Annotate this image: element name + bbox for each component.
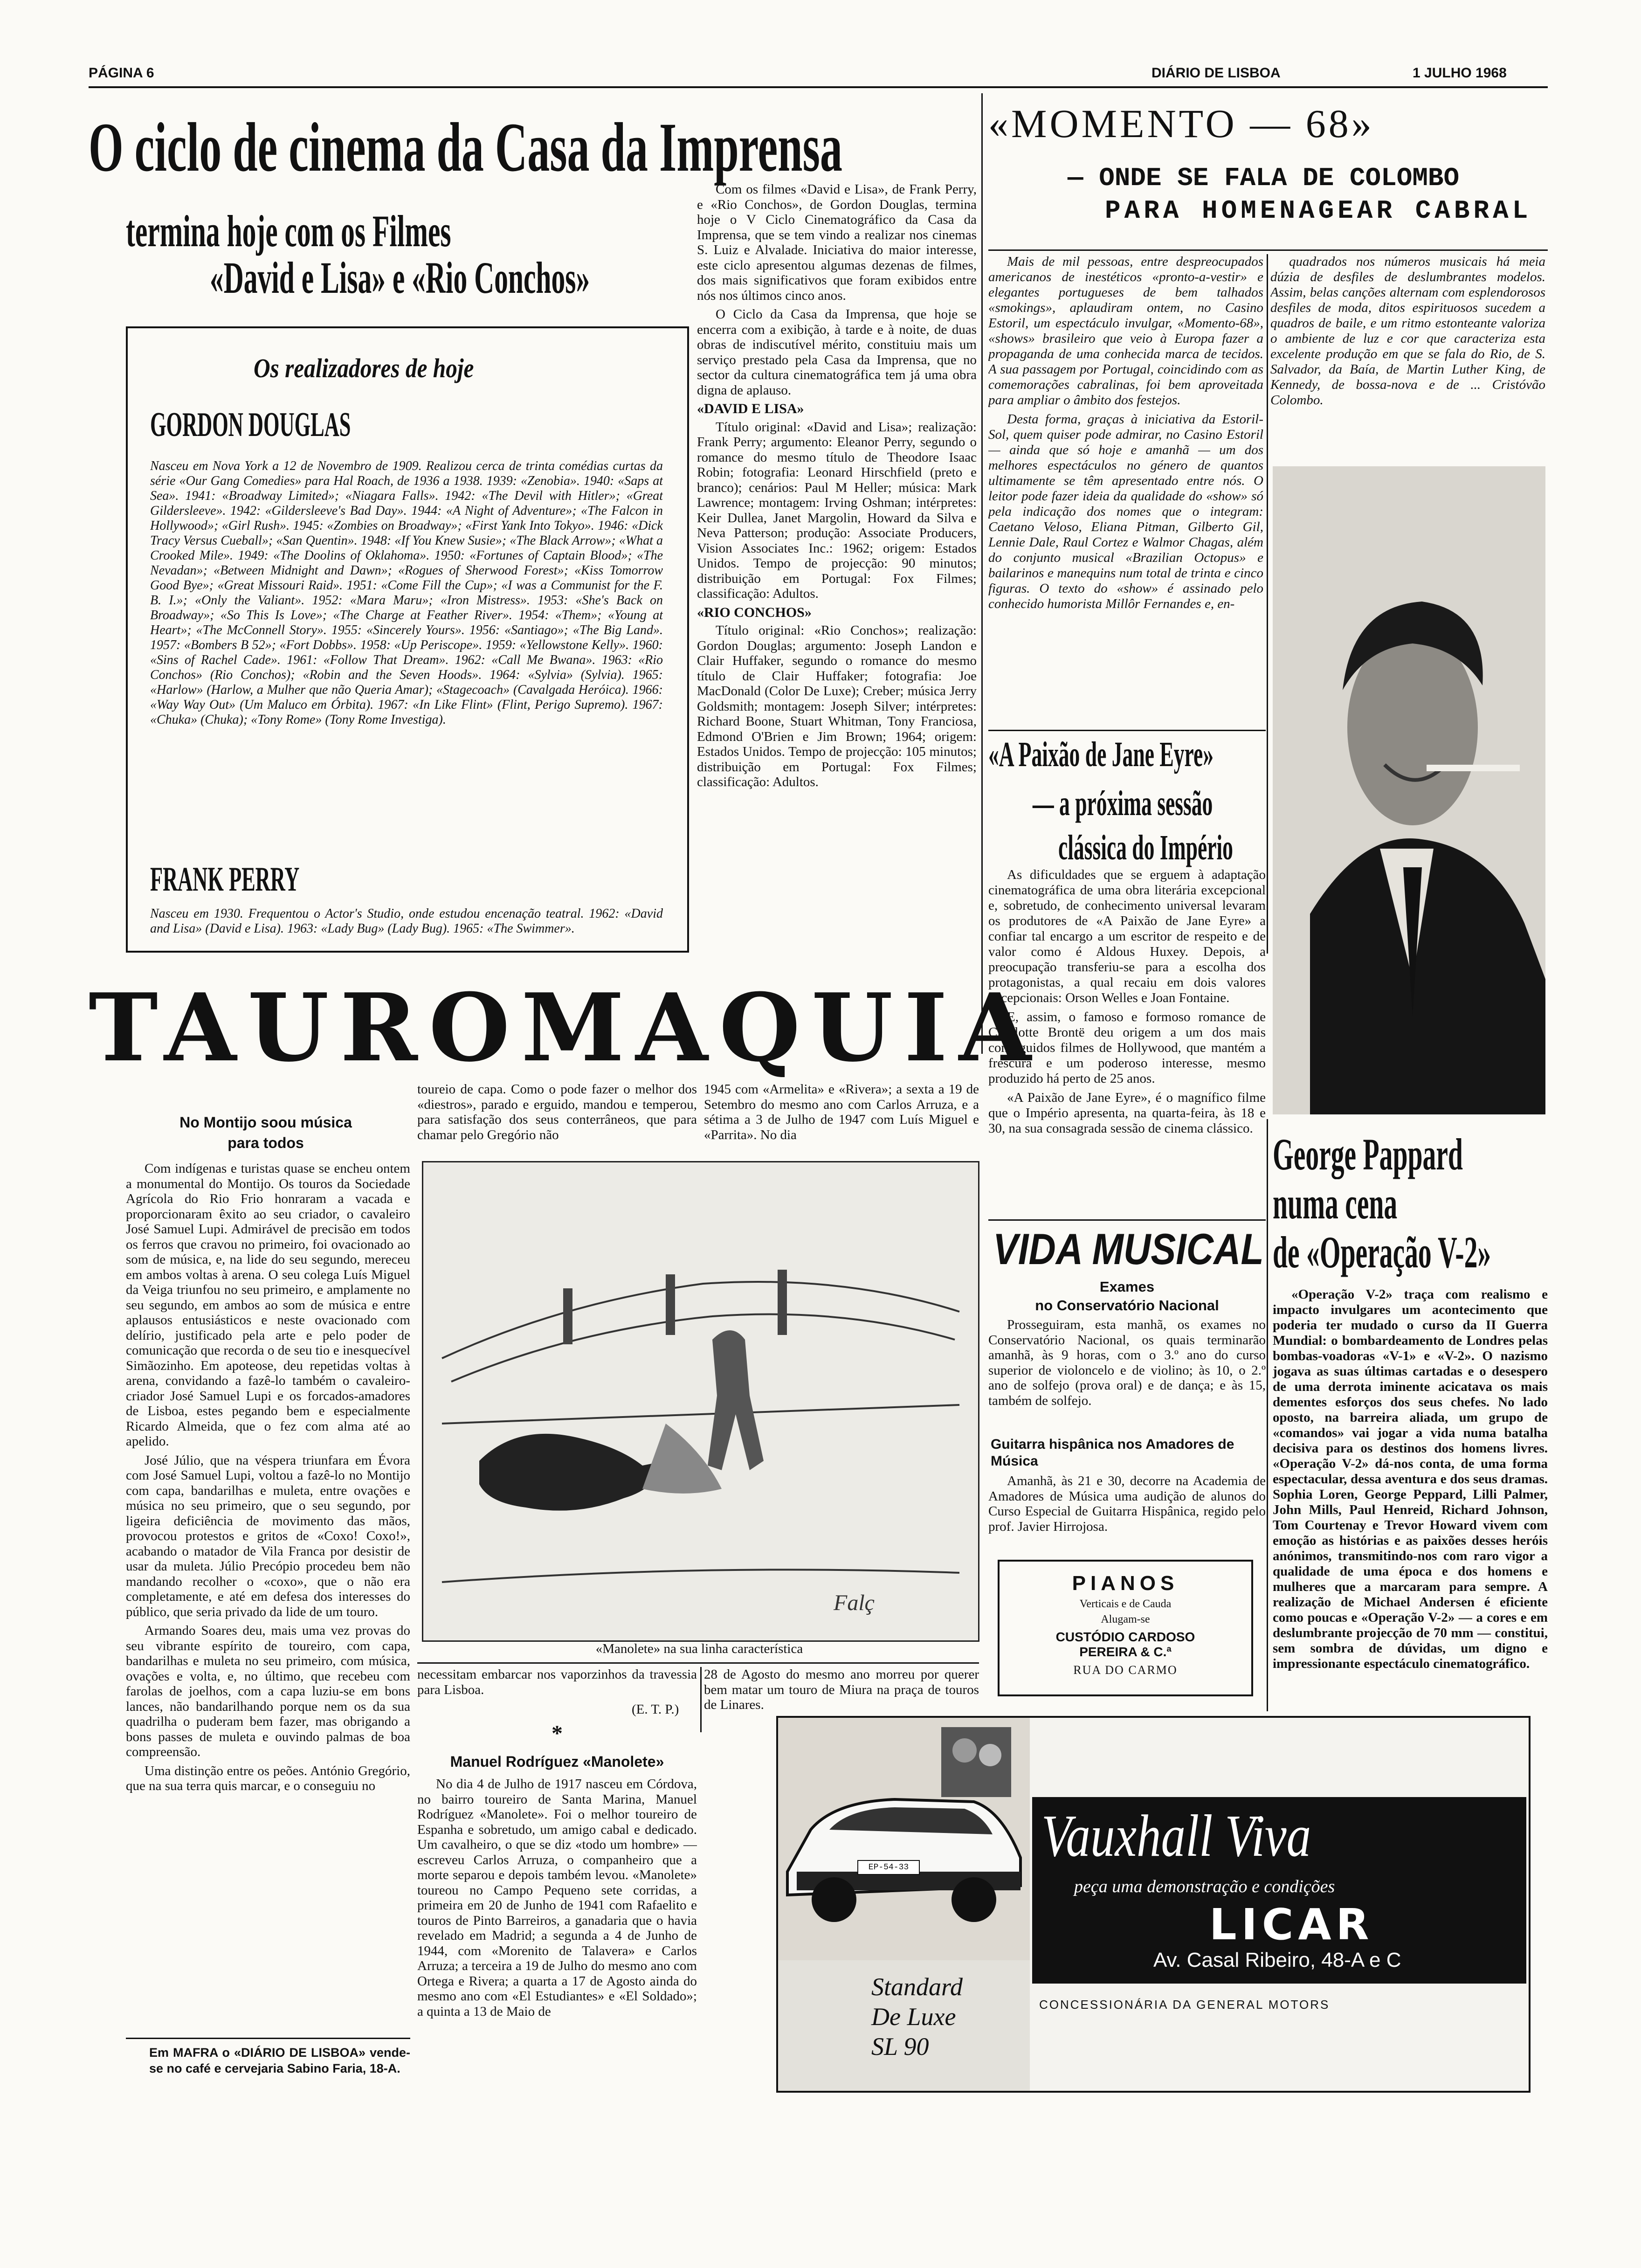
frank-perry-name: FRANK PERRY [150, 860, 300, 899]
license-plate: EP-54-33 [857, 1860, 920, 1875]
pianos-line: PEREIRA & C.ª [1079, 1645, 1172, 1659]
tauro-col3-mid: 28 de Agosto do mesmo ano morreu por querer bem matar um touro de Miura na praça de touros de Linares. [704, 1667, 979, 1712]
model-de-luxe: De Luxe [871, 2003, 956, 2031]
frank-perry-bio: Nasceu em 1930. Frequentou o Actor's Studio, onde estudou encenação teatral. 1962: «David and Lisa» (David e Lisa). 1963: «Lady Bug» (Lady Bug). 1965: «The Swimmer». [150, 906, 663, 936]
david-lisa-heading: «DAVID E LISA» [697, 401, 804, 416]
jane-paragraph: E, assim, o famoso e formoso romance de Charlotte Brontë deu origem a um dos mais conseguidos filmes de Hollywood, que mantém a frescura e um poderoso interesse, mesmo produzido há perto de 25 anos. [988, 1010, 1266, 1086]
column-rule [981, 93, 983, 1054]
montijo-paragraph: Com indígenas e turistas quase se encheu ontem a monumental do Montijo. Os touros da Sociedade Agrícola do Rio Frio honraram a vacada e proporcionaram êxito ao seu criador, o cavaleiro José Samuel Lupi. Admirável de precisão em todos os ferros que cravou no primeiro, foi ovacionado ao som de música, e, na lide do seu segundo, mereceu em ambos voltas à arena. O seu colega Luís Miguel da Veiga triunfou no seu primeiro, e amplamente no seu segundo, em ambos ao som de música e entre aplausos entusiásticos e neste ovacionado com delírio, justificado pela arte e pelo poder de comunicação que recorda o de seu tio e inesquecível Simãozinho. Em apoteose, deu repetidas voltas à arena, convidando a fazê-lo também o cavaleiro-criador José Samuel Lupi e os forcados-amadores de Lisboa, estes pegando bem e especialmente Ricardo Almeida, que o fez com alma até ao apelido. [126, 1161, 410, 1449]
pappard-title-1: George Pappard [1273, 1129, 1463, 1179]
momento-title: «MOMENTO — 68» [988, 101, 1374, 146]
manolete-caption: «Manolete» na sua linha característica [595, 1641, 803, 1656]
vida-rule [988, 1219, 1266, 1221]
exames-heading [988, 1278, 1266, 1315]
jane-title-3: clássica do Império [1058, 828, 1233, 867]
tauro-col3-top: 1945 com «Armelita» e «Rivera»; a sexta a 19 de Setembro do mesmo ano com Carlos Arruza, e a sétima a 3 de Julho de 1947 com Luís Miguel e «Parrita». No dia [704, 1082, 979, 1142]
george-peppard-photo [1273, 466, 1545, 1114]
tauro-col2-mid: necessitam embarcar nos vaporzinhos da travessia para Lisboa. [417, 1667, 697, 1697]
momento-rule [988, 249, 1548, 251]
cinema-column [697, 182, 977, 993]
vauxhall-models [871, 1972, 963, 2061]
mafra-notice: Em MAFRA o «DIÁRIO DE LISBOA» vende-se no café e cervejaria Sabino Faria, 18-A. [149, 2046, 410, 2075]
rio-conchos-credits: Título original: «Rio Conchos»; realização: Gordon Douglas; argumento: Joseph Landon e Clair Huffaker, segundo o romance do mesmo título de Clair Huffaker; fotografia: Joe MacDonald (Color De Luxe); Creber; música Jerry Goldsmith; montagem: Joseph Silver; intérpretes: Richard Boone, Stuart Whitman, Tony Franciosa, Edmond O'Brien e Jim Brown; 1964; origem: Estados Unidos. Tempo de projecção: 105 minutos; distribuição em Portugal: Fox Filmes; classificação: Adultos. [697, 623, 977, 789]
page-number: PÁGINA 6 [89, 65, 154, 81]
vauxhall-tagline: peça uma demonstração e condições [1074, 1877, 1335, 1896]
montijo-heading-line-1: No Montijo soou música [179, 1114, 352, 1131]
montijo-paragraph: Uma distinção entre os peões. António Gregório, que na sua terra quis marcar, e o conseguiu no [126, 1763, 410, 1793]
momento-paragraph: quadrados nos números musicais há meia dúzia de desfiles de deslumbrantes modelos. Assim, belas canções alternam com esplendorosos desfiles de moda, ditos espirituosos sucedem a quadros de baile, e um ritmo estonteante valoriza o ambiente de luz e cor que caracteriza esta excelente produção em que se fala do Rio, de S. Salvador, da Baía, de Martin Luther King, de Kennedy, de bossa-nova e de ... Cristóvão Colombo. [1270, 254, 1545, 408]
signature: (E. T. P.) [632, 1702, 679, 1717]
exames-body [988, 1317, 1266, 1434]
montijo-paragraph: Armando Soares deu, mais uma vez provas do seu vibrante espírito de toureiro, com capa, bandarilhas e muleta no seu primeiro, com música, ovações e volta, e, no último, que recebeu com farolas de joelhos, com a capa luziu-se em bons lances, não bandarilhando porque nem os da sua quadrilha o puderam bem fazer, mas obrigando a bons passes de muleta e ouvindo palmas de boa compreensão. [126, 1623, 410, 1759]
vauxhall-banner [1032, 1797, 1526, 1984]
column-rule [1267, 254, 1268, 954]
manolete-body [417, 1777, 697, 2140]
vida-musical-title: VIDA MUSICAL [993, 1224, 1264, 1273]
column-rule [700, 1667, 702, 1732]
pianos-title: PIANOS [1072, 1572, 1179, 1595]
exames-paragraph: Prosseguiram, esta manhã, os exames no Conservatório Nacional, os quais terminarão amanhã, às 9 horas, com o 3.º ano do curso superior de violoncelo e de violino; às 10, o 2.º ano de solfejo (prova oral) e de dança; e às 15, também de solfejo. [988, 1317, 1266, 1408]
svg-text:Falç: Falç [834, 1590, 875, 1615]
issue-date: 1 JULHO 1968 [1413, 65, 1507, 81]
mafra-rule [126, 2038, 410, 2039]
vauxhall-car-panel [778, 1718, 1030, 2091]
momento-subtitle-2: PARA HOMENAGEAR CABRAL [1105, 196, 1532, 226]
tauro-col2-top: toureio de capa. Como o pode fazer o melhor dos «diestros», parado e erguido, mandou e temperou, para satisfação dos seus conterrâneos, que para chamar pelo Gregório não [417, 1082, 697, 1142]
exames-heading-line-1: Exames [1099, 1279, 1155, 1295]
licar-logo: LICAR [1209, 1900, 1374, 1950]
montijo-column [126, 1161, 410, 2033]
momento-paragraph: Desta forma, graças à iniciativa da Estoril-Sol, quem quiser pode admirar, no Casino Estoril — ainda que só hoje e amanhã — um dos melhores espectáculos no género de quantos ultimamente se têm apresentado entre nós. O leitor pode fazer ideia da qualidade do «show» só pela indicação dos nomes que o integram: Caetano Veloso, Eliana Pitman, Gilberto Gil, Lennie Dale, Raul Cortez e Walmor Chagas, além do conjunto musical «Brazilian Octopus» e bailarinos e manequins num total de trinta e cinco figuras. O texto do «show» é assinado pelo conhecido humorista Millôr Fernandes e, en- [988, 412, 1263, 611]
pianos-line: Alugam-se [1101, 1613, 1150, 1625]
gm-concessionaire: CONCESSIONÁRIA DA GENERAL MOTORS [1039, 1998, 1330, 2012]
gordon-douglas-bio: Nasceu em Nova York a 12 de Novembro de 1909. Realizou cerca de trinta comédias curtas da série «Our Gang Comedies» para Hal Roach, de 1936 a 1938. 1939: «Zenobia». 1940: «Saps at Sea». 1941: «Broadway Limited»; «Niagara Falls». 1942: «The Devil with Hitler»; «Great Gildersleeve». 1942: «Gildersleeve's Bad Day». 1944: «A Night of Adventure»; «The Falcon in Hollywood»; «Girl Rush». 1945: «Zombies on Broadway»; «First Yank Into Tokyo». 1946: «Dick Tracy Versus Cueball»; «San Quentin». 1948: «If You Knew Susie»; «The Black Arrow»; «What a Crooked Mile». 1949: «The Doolins of Oklahoma». 1950: «Fortunes of Captain Blood»; «The Nevadan»; «Between Midnight and Dawn»; «Rogues of Sherwood Forest»; «Kiss Tomorrow Good Bye»; «Great Missouri Raid». 1951: «Come Fill the Cup»; «I was a Communist for the F. B. I.»; «Only the Valiant». 1952: «Mara Maru»; «Iron Mistress». 1953: «She's Back on Broadway»; «So This Is Love»; «The Charge at Feather River». 1954: «Them»; «Young at Heart»; «The McConnell Story». 1955: «Sincerely Yours». 1956: «Santiago»; «The Big Land». 1957: «Bombers B 52»; «Fort Dobbs». 1958: «Up Periscope». 1959: «Yellowstone Kelly». 1960: «Sins of Rachel Cade». 1961: «Follow That Dream». 1962: «Call Me Bwana». 1963: «Rio Conchos» (Rio Conchos); «Robin and the Seven Hoods». 1964: «Sylvia» (Sylvia). 1965: «Harlow» (Harlow, a Mulher que não Queria Amar); «Stagecoach» (Cavalgada Heróica). 1966: «Way Way Out» (Um Maluco em Órbita). 1967: «In Like Flint» (Flint, Perigo Supremo). 1967: «Chuka» (Chuka); «Tony Rome» (Tony Rome Investiga). [150, 459, 663, 727]
newspaper-name: DIÁRIO DE LISBOA [1151, 65, 1281, 81]
directors-box [126, 326, 689, 953]
cinema-subtitle-1: termina hoje com os Filmes [126, 206, 451, 256]
manolete-drawing [422, 1161, 979, 1642]
vauxhall-ad [776, 1716, 1531, 2093]
momento-column-2 [1270, 254, 1545, 450]
cinema-subtitle-2: «David e Lisa» e «Rio Conchos» [210, 253, 590, 303]
pappard-paragraph: «Operação V-2» traça com realismo e impacto invulgares um acontecimento que poderia ter mudado o curso da II Guerra Mundial: o bombardeamento de Londres pelas bombas-voadoras «V-1» e «V-2». O nazismo jogava as suas últimas cartadas e o desespero de uma derrota iminente acicatava os mais dementes esforços dos seus chefes. No lado oposto, na barreira aliada, um grupo de «comandos» vai jogar a vida numa batalha decisiva para os destinos dos homens livres. «Operação V-2» dá-nos conta, de uma forma espectacular, dessa aventura e dos seus dramas. Sophia Loren, George Peppard, Lilli Palmer, John Mills, Paul Henreid, Richard Johnson, Tom Courtenay e Trevor Howard vivem com emoção as histórias e as paixões desses heróis anónimos, transmitindo-nos com raro vigor a qualidade de uma época e dos homens e mulheres que a marcaram para sempre. A realização de Michael Andersen é eficiente como poucas e «Operação V-2» — a cores e em deslumbrante projecção de 70 mm — constitui, sem sombra de dúvidas, um digno e impressionante espectáculo cinematográfico. [1273, 1287, 1548, 1671]
guitarra-body [988, 1473, 1266, 1557]
caption-rule [417, 1662, 979, 1664]
vauxhall-brand: Vauxhall Viva [1041, 1803, 1311, 1869]
manolete-heading: Manuel Rodríguez «Manolete» [450, 1753, 664, 1770]
pianos-ad [998, 1560, 1253, 1696]
licar-address: Av. Casal Ribeiro, 48-A e C [1153, 1949, 1401, 1971]
bullfight-sketch [423, 1162, 978, 1640]
pianos-line: RUA DO CARMO [1073, 1663, 1178, 1677]
model-standard: Standard [871, 1973, 963, 2001]
cinema-paragraph: Com os filmes «David e Lisa», de Frank Perry, e «Rio Conchos», de Gordon Douglas, termina hoje o V Ciclo Cinematográfico da Casa da Imprensa, que se tem vindo a realizar nos cinemas S. Luiz e Alvalade. Iniciativa do maior interesse, este ciclo apresentou algumas dezenas de filmes, dos mais significativos que foram exibidos entre nós nos últimos cinco anos. [697, 182, 977, 303]
cinema-title: O ciclo de cinema da Casa da Imprensa [89, 109, 842, 186]
header-rule [89, 86, 1548, 88]
guitarra-heading: Guitarra hispânica nos Amadores de Música [991, 1437, 1234, 1469]
gordon-douglas-name: GORDON DOUGLAS [150, 406, 351, 444]
montijo-paragraph: José Júlio, que na véspera triunfara em Évora com José Samuel Lupi, voltou a fazê-lo no Montijo com capa, bandarilhas e muleta, entre ovações e música no seu primeiro, que o seu segundo, por ligeira deficiência de movimento das mãos, provocou protestos e gritos de «Coxo! Coxo!», acabando o matador de Vila Franca por desistir de usar da muleta. Júlio Precópio procedeu bem não mandando recolher o «coxo», que o não era completamente, e até em defesa dos interesses do público, que seria privado da lide de um touro. [126, 1452, 410, 1619]
pappard-title-2: numa cena [1273, 1178, 1398, 1228]
portrait-illustration [1273, 466, 1545, 1114]
pianos-line: Verticais e de Cauda [1079, 1598, 1172, 1610]
exames-heading-line-2: no Conservatório Nacional [1035, 1297, 1219, 1314]
pianos-line: CUSTÓDIO CARDOSO [1055, 1630, 1195, 1644]
jane-title-2: — a próxima sessão [1033, 784, 1213, 823]
guitarra-paragraph: Amanhã, às 21 e 30, decorre na Academia de Amadores de Música uma audição de alunos do Curso Especial de Guitarra Hispânica, regido pelo prof. Javier Hirrojosa. [988, 1473, 1266, 1534]
separator-star: * [552, 1721, 563, 1746]
car-illustration [778, 1718, 1030, 1960]
pappard-body [1273, 1287, 1548, 1707]
jane-title-1: «A Paixão de Jane Eyre» [988, 735, 1214, 774]
rio-conchos-heading: «RIO CONCHOS» [697, 604, 812, 620]
directors-box-title: Os realizadores de hoje [254, 353, 474, 383]
column-rule [1267, 1119, 1268, 1711]
montijo-heading [126, 1112, 406, 1153]
pappard-title-3: de «Operação V-2» [1273, 1227, 1491, 1277]
cinema-paragraph: O Ciclo da Casa da Imprensa, que hoje se encerra com a exibição, à tarde e à noite, de duas obras de indiscutível mérito, constituiu mais um serviço prestado pela Casa da Imprensa, que no sector da cultura cinematográfica tem já uma obra digna de aplauso. [697, 307, 977, 398]
momento-paragraph: Mais de mil pessoas, entre despreocupados americanos de inestéticos «pronto-a-vestir» e elegantes portugueses de bem talhados «smokings», aplaudiram ontem, no Casino Estoril, um espectáculo invulgar, «Momento-68», «shows» brasileiro que veio à Europa fazer a propaganda de uma conhecida marca de tecidos. A sua passagem por Portugal, coincidindo com as comemorações cabralinas, foi bem aproveitada para ampliar o âmbito dos festejos. [988, 254, 1263, 408]
momento-column-1 [988, 254, 1263, 725]
model-sl90: SL 90 [871, 2033, 929, 2061]
tauromaquia-title: TAUROMAQUIA [89, 973, 1042, 1083]
montijo-heading-line-2: para todos [228, 1134, 304, 1151]
momento-subtitle-1: — ONDE SE FALA DE COLOMBO [1068, 163, 1460, 193]
jane-rule [988, 730, 1266, 731]
david-lisa-credits: Título original: «David and Lisa»; realização: Frank Perry; argumento: Eleanor Perry, segundo o romance do mesmo título de Theodore Isaac Robin; fotografia: Leonard Hirschfield (preto e branco); cenários: Paul M Heller; música: Mark Lawrence; montagem: Irving Oshman; intérpretes: Keir Dullea, Janet Margolin, Howard da Silva e Neva Patterson; produção: Associate Producers, Vision Associates Inc.: 1962; origem: Estados Unidos. Tempo de projecção: 90 minutos; distribuição em Portugal: Fox Filmes; classificação: Adultos. [697, 419, 977, 601]
jane-paragraph: «A Paixão de Jane Eyre», é o magnífico filme que o Império apresenta, na quarta-feira, às 18 e 30, na sua consagrada sessão de cinema clássico. [988, 1090, 1266, 1136]
manolete-paragraph: No dia 4 de Julho de 1917 nasceu em Córdova, no bairro toureiro de Santa Marina, Manuel Rodríguez «Manolete». Foi o melhor toureiro de Espanha e sobretudo, um amigo cabal e dedicado. Um cavalheiro, o que se diz «todo um hombre» — escreveu Carlos Arruza, o companheiro que a morte separou e depois também levou. «Manolete» toureou no Campo Pequeno sete corridas, a primeira em 20 de Junho de 1941 com Rafaelito e touros de Pinto Barreiros, a ganadaria que o havia revelado em Madrid; a segunda a 4 de Junho de 1944, com «Morenito de Talavera» e Carlos Arruza; a terceira a 19 de Julho do mesmo ano com Ortega e Rivera; a quarta a 17 de Agosto ainda do mesmo ano com «El Estudiantes» e «El Soldado»; a quinta a 13 de Maio de [417, 1777, 697, 2019]
jane-paragraph: As dificuldades que se erguem à adaptação cinematográfica de uma obra literária excepcional e, sobretudo, de conhecimento universal levaram os produtores de «A Paixão de Jane Eyre» a confiar tal encargo a um escritor de respeito e de valor como é Aldous Huxey. Depois, a preocupação transferiu-se para a escolha dos protagonistas, a qual recaiu em dois valores excepcionais: Orson Welles e Joan Fontaine. [988, 867, 1266, 1005]
